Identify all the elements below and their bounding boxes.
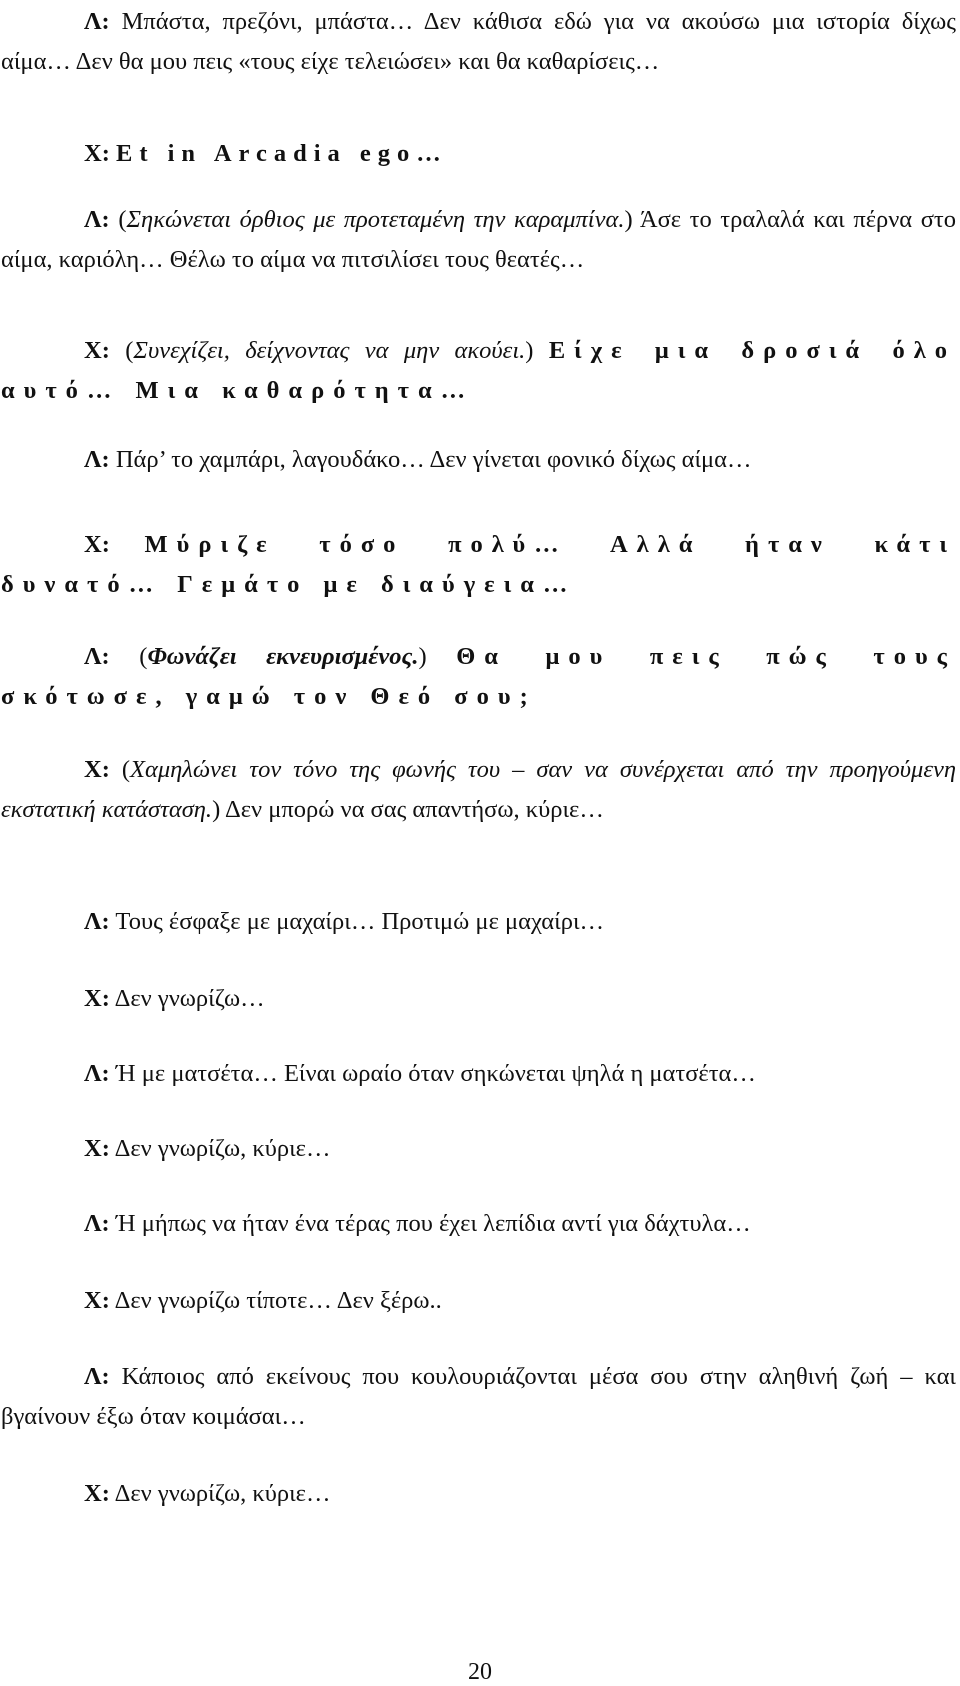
speaker-label: Χ: bbox=[84, 1287, 110, 1314]
dialogue-line: Λ: (Σηκώνεται όρθιος με προτεταμένη την καραμπίνα.) Άσε το τραλαλά και πέρνα στο αίμα, καριόλη… Θέλω το αίμα να πιτσιλίσει τους θεατές… bbox=[1, 206, 957, 273]
dialogue-line: Λ: (Φωνάζει εκνευρισμένος.) Θα μου πεις πώς τους σκότωσε, γαμώ τον Θεό σου; bbox=[1, 643, 957, 710]
dialogue-line: Χ: (Χαμηλώνει τον τόνο της φωνής του – σαν να συνέρχεται από την προηγούμενη εκστατική κατάσταση.) Δεν μπορώ να σας απαντήσω, κύριε… bbox=[1, 756, 957, 823]
dialogue-text: Δεν μπορώ να σας απαντήσω, κύριε… bbox=[225, 796, 604, 823]
dialogue-text: Ή μήπως να ήταν ένα τέρας που έχει λεπίδια αντί για δάχτυλα… bbox=[115, 1210, 751, 1237]
dialogue-line bbox=[1, 2, 956, 82]
dialogue-line bbox=[1, 525, 956, 605]
speaker-label: Χ: bbox=[84, 1480, 110, 1507]
speaker-label: Χ: bbox=[84, 756, 110, 783]
stage-direction: Φωνάζει εκνευρισμένος. bbox=[147, 643, 419, 670]
speaker-label: Λ: bbox=[84, 1210, 110, 1237]
dialogue-text: Δεν γνωρίζω… bbox=[114, 985, 265, 1012]
dialogue-line bbox=[1, 1204, 956, 1244]
dialogue-text: Δεν γνωρίζω, κύριε… bbox=[114, 1480, 331, 1507]
dialogue-line bbox=[1, 979, 956, 1019]
dialogue-text: Τους έσφαξε με μαχαίρι… Προτιμώ με μαχαίρι… bbox=[115, 908, 605, 935]
stage-direction: Χαμηλώνει τον τόνο της φωνής του – σαν να συνέρχεται από την προηγούμενη εκστατική κατάσταση. bbox=[1, 756, 957, 823]
dialogue-line bbox=[1, 1129, 956, 1169]
dialogue-line bbox=[1, 1054, 956, 1094]
speaker-label: Λ: bbox=[84, 206, 110, 233]
speaker-label: Λ: bbox=[84, 908, 110, 935]
dialogue-line bbox=[1, 902, 956, 942]
dialogue-text: Δεν γνωρίζω τίποτε… Δεν ξέρω.. bbox=[114, 1287, 442, 1314]
dialogue-line bbox=[1, 440, 956, 480]
speaker-label: Χ: bbox=[84, 140, 110, 167]
speaker-label: Λ: bbox=[84, 446, 110, 473]
dialogue-text: Είχε μια δροσιά όλο αυτό… Μια καθαρότητα… bbox=[1, 337, 957, 404]
stage-direction: Σηκώνεται όρθιος με προτεταμένη την καραμπίνα. bbox=[126, 206, 625, 233]
dialogue-line bbox=[1, 1281, 956, 1321]
dialogue-line: Χ: (Συνεχίζει, δείχνοντας να μην ακούει.) Είχε μια δροσιά όλο αυτό… Μια καθαρότητα… bbox=[1, 337, 957, 404]
dialogue-text: Et in Arcadia ego… bbox=[115, 140, 448, 167]
dialogue-text: Μύριζε τόσο πολύ… Αλλά ήταν κάτι δυνατό… Γεμάτο με διαύγεια… bbox=[1, 531, 956, 598]
dialogue-line bbox=[1, 1357, 956, 1437]
dialogue-text: Πάρ’ το χαμπάρι, λαγουδάκο… Δεν γίνεται φονικό δίχως αίμα… bbox=[115, 446, 752, 473]
speaker-label: Χ: bbox=[84, 337, 110, 364]
dialogue-text: Δεν γνωρίζω, κύριε… bbox=[114, 1135, 331, 1162]
stage-direction: Συνεχίζει, δείχνοντας να μην ακούει. bbox=[133, 337, 526, 364]
dialogue-text: Ή με ματσέτα… Είναι ωραίο όταν σηκώνεται ψηλά η ματσέτα… bbox=[115, 1060, 756, 1087]
speaker-label: Χ: bbox=[84, 531, 110, 558]
dialogue-line bbox=[1, 1474, 956, 1514]
dialogue-text: Κάποιος από εκείνους που κουλουριάζονται μέσα σου στην αληθινή ζωή – και βγαίνουν έξω όταν κοιμάσαι… bbox=[1, 1363, 957, 1430]
speaker-label: Χ: bbox=[84, 985, 110, 1012]
speaker-label: Χ: bbox=[84, 1135, 110, 1162]
speaker-label: Λ: bbox=[84, 8, 110, 35]
speaker-label: Λ: bbox=[84, 643, 110, 670]
speaker-label: Λ: bbox=[84, 1363, 110, 1390]
dialogue-text: Άσε το τραλαλά και πέρνα στο αίμα, καριόλη… Θέλω το αίμα να πιτσιλίσει τους θεατές… bbox=[1, 206, 957, 273]
dialogue-text: Μπάστα, πρεζόνι, μπάστα… Δεν κάθισα εδώ για να ακούσω μια ιστορία δίχως αίμα… Δεν θα μου πεις «τους είχε τελειώσει» και θα καθαρίσεις… bbox=[1, 8, 957, 75]
dialogue-line bbox=[1, 134, 956, 174]
dialogue-text: Θα μου πεις πώς τους σκότωσε, γαμώ τον Θεό σου; bbox=[1, 643, 957, 710]
speaker-label: Λ: bbox=[84, 1060, 110, 1087]
page-number: 20 bbox=[468, 1659, 492, 1685]
